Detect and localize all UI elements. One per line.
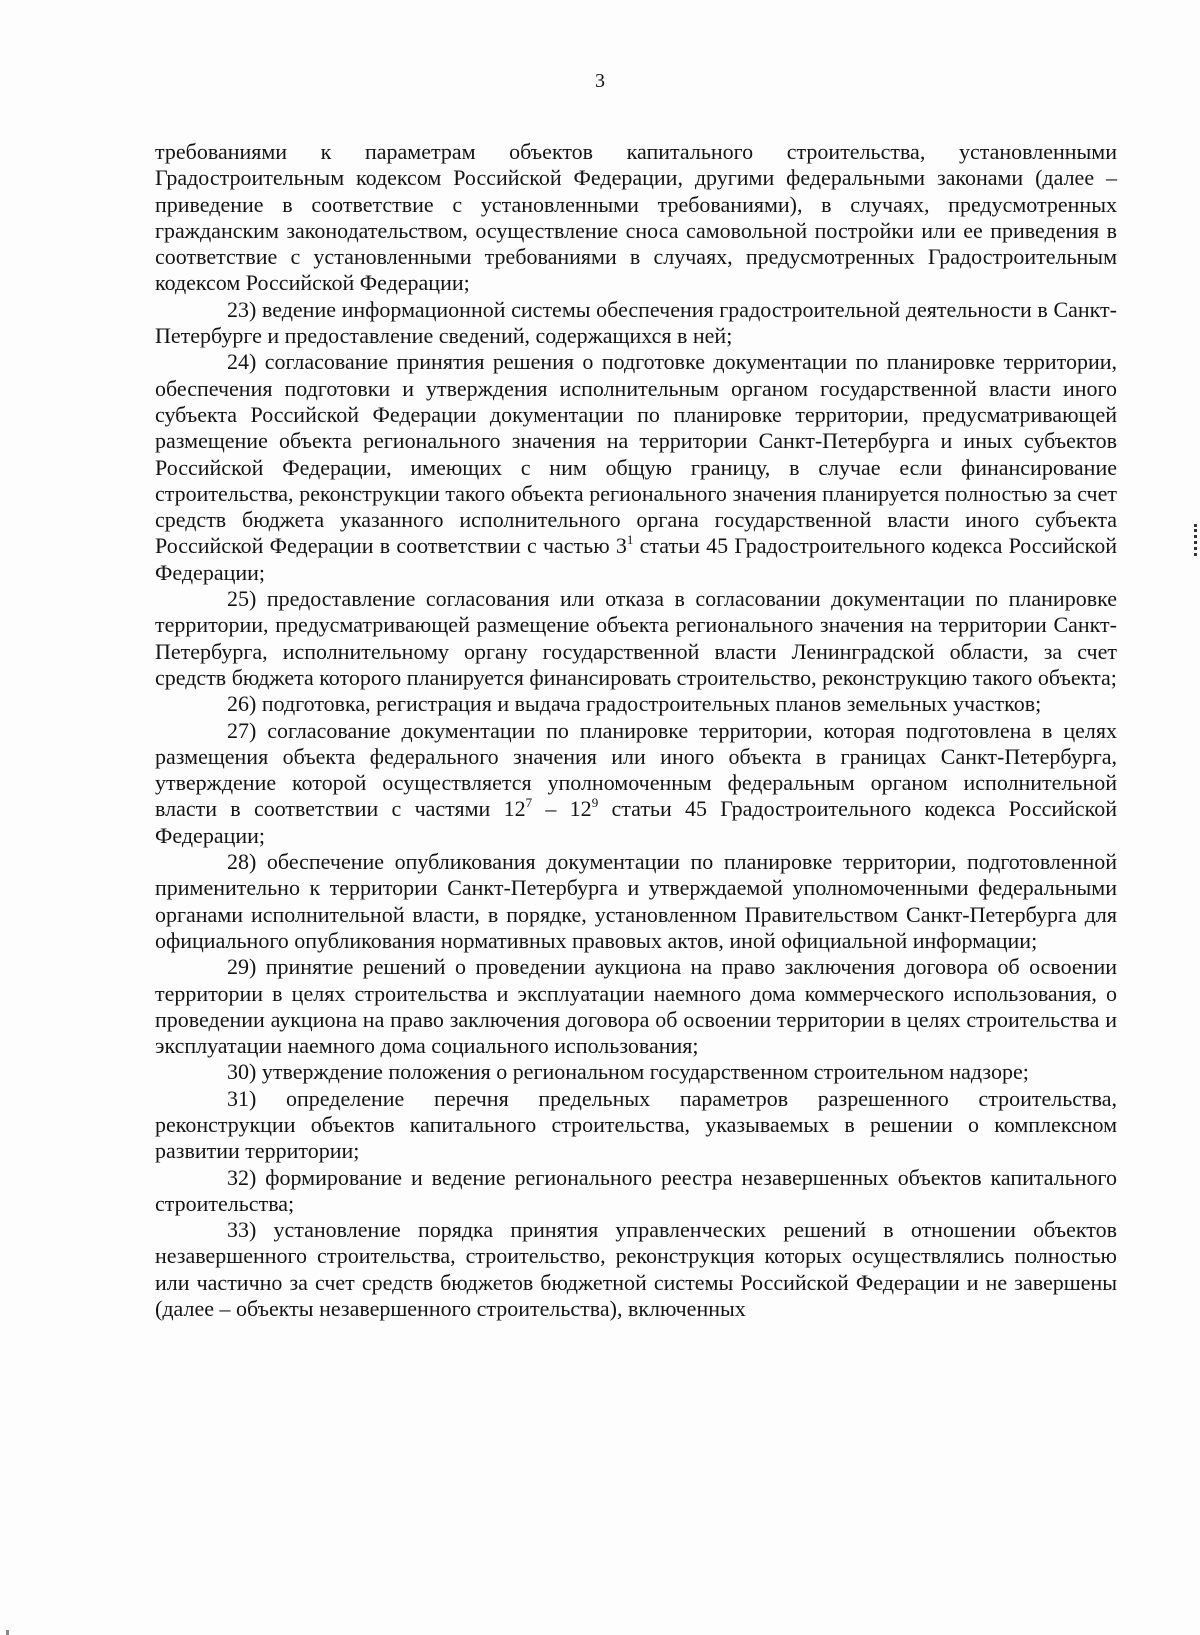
- document-body: [155, 139, 1117, 1322]
- paragraph-item-30: 30) утверждение положения о региональном государственном строительном надзоре;: [227, 1059, 1029, 1085]
- superscript: 1: [626, 532, 634, 548]
- paragraph-item-23: 23) ведение информационной системы обеспечения градостроительной деятельности в Санкт-Петербурге и предоставление сведений, содержащихся в ней;: [155, 296, 1117, 349]
- paragraph-item-25: 25) предоставление согласования или отказа в согласовании документации по планировке территории, предусматривающей размещение объекта регионального значения на территории Санкт-Петербурга, исполнительному органу государственной власти Ленинградской области, за счет средств бюджета которого планируется финансировать строительство, реконструкцию такого объекта;: [155, 586, 1117, 690]
- paragraph-item-26: 26) подготовка, регистрация и выдача градостроительных планов земельных участков;: [227, 691, 1042, 717]
- paragraph-item-27-range: – 12: [532, 796, 592, 822]
- scan-corner-mark: [6, 1630, 9, 1635]
- paragraph-item-27-text: 27) согласование документации по планировке территории, которая подготовлена в целях размещения объекта федерального значения или иного объекта в границах Санкт-Петербурга, утверждение которой осуществляется уполномоченным федеральным органом исполнительной власти в соответствии с частями 12: [155, 717, 1117, 822]
- paragraph-item-32: 32) формирование и ведение регионального реестра незавершенных объектов капитального строительства;: [155, 1164, 1117, 1216]
- paragraph-item-24-tail: статьи 45 Градостроительного кодекса Российской Федерации;: [155, 533, 1117, 585]
- paragraph-item-31: 31) определение перечня предельных параметров разрешенного строительства, реконструкции объектов капитального строительства, указываемых в решении о комплексном развитии территории;: [155, 1085, 1117, 1164]
- paragraph-item-27-tail: статьи 45 Градостроительного кодекса Российской Федерации;: [155, 796, 1118, 848]
- superscript: 7: [525, 795, 533, 811]
- scan-edge-mark: [1194, 524, 1200, 556]
- paragraph-item-33: 33) установление порядка принятия управленческих решений в отношении объектов незавершенного строительства, строительство, реконструкция которых осуществлялись полностью или частично за счет средств бюджетов бюджетной системы Российской Федерации и не завершены (далее – объекты незавершенного строительства), включенных: [155, 1217, 1117, 1322]
- page-number: 3: [595, 70, 605, 92]
- paragraph-item-29: 29) принятие решений о проведении аукциона на право заключения договора об освоении территории в целях строительства и эксплуатации наемного дома коммерческого использования, о проведении аукциона на право заключения договора об освоении территории в целях строительства и эксплуатации наемного дома социального использования;: [155, 954, 1117, 1059]
- paragraph-item-27: [155, 718, 1117, 849]
- paragraph-item-24: [155, 349, 1117, 586]
- paragraph-item-24-text: 24) согласование принятия решения о подготовке документации по планировке территории, обеспечения подготовки и утверждения исполнительным органом государственной власти иного субъекта Российской Федерации документации по планировке территории, предусматривающей размещение объекта регионального значения на территории Санкт-Петербурга и иных субъектов Российской Федерации, имеющих с ним общую границу, в случае если финансирование строительства, реконструкции такого объекта регионального значения планируется полностью за счет средств бюджета указанного исполнительного органа государственной власти иного субъекта Российской Федерации в соответствии с частью 3: [155, 349, 1117, 559]
- paragraph-continuation: требованиями к параметрам объектов капитального строительства, установленными Градостроительным кодексом Российской Федерации, другими федеральными законами (далее – приведение в соответствие с установленными требованиями), в случаях, предусмотренных гражданским законодательством, осуществление сноса самовольной постройки или ее приведения в соответствие с установленными требованиями в случаях, предусмотренных Градостроительным кодексом Российской Федерации;: [155, 139, 1117, 296]
- superscript: 9: [591, 795, 599, 811]
- paragraph-item-28: 28) обеспечение опубликования документации по планировке территории, подготовленной применительно к территории Санкт-Петербурга и утверждаемой уполномоченными федеральными органами исполнительной власти, в порядке, установленном Правительством Санкт-Петербурга для официального опубликования нормативных правовых актов, иной официальной информации;: [155, 849, 1117, 953]
